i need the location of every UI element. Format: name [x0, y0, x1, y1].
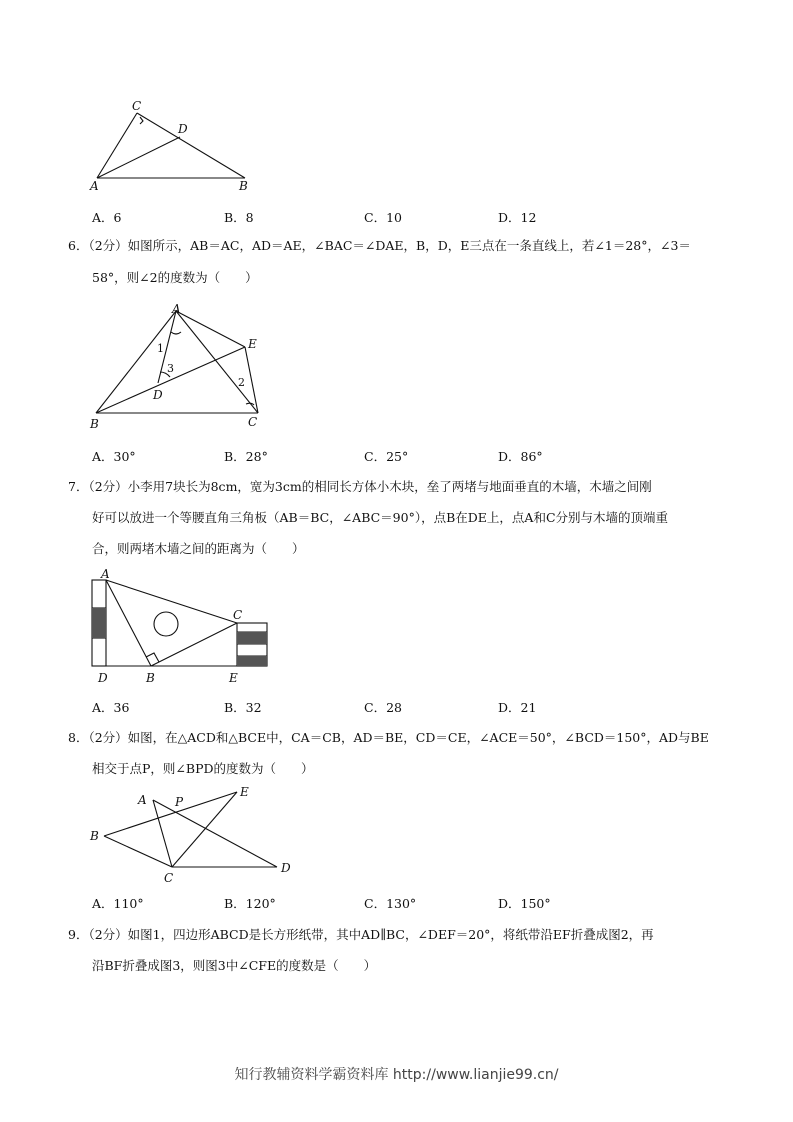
label-A: A: [138, 793, 147, 807]
page-footer: 知行教辅资料学霸资料库 http://www.lianjie99.cn/: [234, 1067, 559, 1083]
label-C: C: [132, 99, 142, 113]
label-B: B: [146, 671, 155, 685]
label-C: C: [233, 608, 243, 622]
q5-option-a: A．6: [92, 210, 122, 225]
q7-stem-line2: 好可以放进一个等腰直角三角板（AB＝BC，∠ABC＝90°），点B在DE上，点A和C分别与木墙的顶端重: [92, 510, 669, 525]
q8-option-a: A．110°: [92, 896, 144, 911]
q9-stem-line1: 9．（2分）如图1，四边形ABCD是长方形纸带，其中AD∥BC，∠DEF＝20°，将纸带沿EF折叠成图2，再: [68, 927, 654, 942]
label-B: B: [239, 179, 248, 193]
label-C: C: [164, 871, 174, 885]
q8-option-b: B．120°: [224, 896, 276, 911]
q6-option-a: A．30°: [92, 449, 136, 464]
label-D: D: [178, 122, 188, 136]
label-D: D: [281, 861, 291, 875]
label-A: A: [101, 567, 110, 581]
q5-option-b: B．8: [224, 210, 254, 225]
q6-stem-line2: 58°，则∠2的度数为（ ）: [92, 270, 258, 285]
label-E: E: [248, 337, 257, 351]
q6-option-c: C．25°: [364, 449, 409, 464]
label-P: P: [175, 795, 184, 809]
q6-stem-line1: 6．（2分）如图所示，AB＝AC，AD＝AE，∠BAC＝∠DAE，B，D，E三点在一条直线上，若∠1＝28°，∠3＝: [68, 238, 691, 253]
q7-option-b: B．32: [224, 700, 262, 715]
q8-option-d: D．150°: [498, 896, 551, 911]
label-C: C: [248, 415, 258, 429]
q6-option-d: D．86°: [498, 449, 543, 464]
q7-option-c: C．28: [364, 700, 402, 715]
angle-1-label: 1: [157, 342, 164, 355]
label-B: B: [90, 829, 99, 843]
q5-option-c: C．10: [364, 210, 402, 225]
label-A: A: [172, 302, 181, 316]
q9-stem-line2: 沿BF折叠成图3，则图3中∠CFE的度数是（ ）: [92, 958, 377, 973]
label-E: E: [240, 785, 249, 799]
label-B: B: [90, 417, 99, 431]
q7-stem-line1: 7．（2分）小李用7块长为8cm，宽为3cm的相同长方体小木块，垒了两堵与地面垂直的木墙，木墙之间刚: [68, 479, 652, 494]
angle-2-label: 2: [238, 376, 245, 389]
label-D: D: [153, 388, 163, 402]
label-D: D: [98, 671, 108, 685]
q7-option-d: D．21: [498, 700, 537, 715]
label-E: E: [229, 671, 238, 685]
q8-stem-line2: 相交于点P，则∠BPD的度数为（ ）: [92, 761, 314, 776]
q7-stem-line3: 合，则两堵木墙之间的距离为（ ）: [92, 541, 305, 556]
q6-option-b: B．28°: [224, 449, 268, 464]
angle-3-label: 3: [167, 362, 174, 375]
q8-stem-line1: 8．（2分）如图，在△ACD和△BCE中，CA＝CB，AD＝BE，CD＝CE，∠ACE＝50°，∠BCD＝150°，AD与BE: [68, 730, 709, 745]
label-A: A: [90, 179, 99, 193]
q5-option-d: D．12: [498, 210, 537, 225]
q8-option-c: C．130°: [364, 896, 417, 911]
q7-option-a: A．36: [92, 700, 130, 715]
